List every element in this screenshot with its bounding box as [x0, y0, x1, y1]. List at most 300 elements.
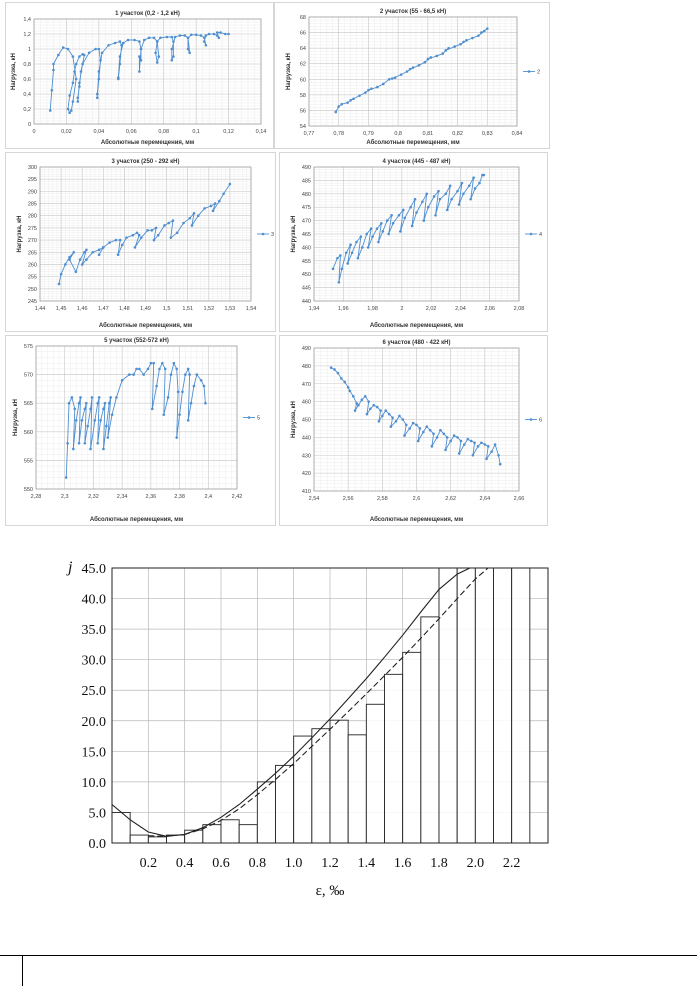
data-point: [469, 198, 472, 201]
data-point: [346, 101, 349, 104]
y-axis-label: Нагрузка, кН: [11, 52, 17, 91]
data-point: [158, 368, 161, 371]
data-point: [450, 198, 453, 201]
data-point: [402, 418, 405, 421]
y-axis-label: Нагрузка, кН: [291, 215, 297, 253]
data-point: [89, 448, 92, 451]
data-point: [346, 262, 349, 265]
data-point: [67, 108, 70, 111]
data-point: [72, 100, 75, 103]
y-tick-label: 66: [299, 30, 306, 37]
x-tick-label: 1,51: [182, 306, 194, 312]
data-point: [398, 415, 401, 418]
data-point: [78, 442, 81, 445]
data-point: [88, 51, 91, 54]
y-tick-label: 560: [23, 429, 33, 436]
data-point: [459, 43, 462, 46]
x-tick-label: 0,08: [158, 129, 170, 135]
data-point: [444, 193, 447, 196]
data-point: [425, 425, 428, 428]
data-point: [96, 442, 99, 445]
data-point: [122, 42, 125, 45]
data-point: [434, 214, 437, 217]
data-point: [111, 413, 114, 416]
data-point: [150, 362, 153, 365]
data-point: [449, 184, 452, 187]
y-tick-label: 480: [301, 191, 311, 198]
data-point: [155, 385, 158, 388]
data-point: [214, 202, 217, 205]
data-point: [86, 425, 89, 428]
data-point: [330, 366, 333, 369]
data-point: [372, 404, 375, 407]
data-point: [461, 182, 464, 185]
data-point: [376, 227, 379, 230]
y-tick-label: 410: [301, 489, 311, 495]
data-point: [164, 368, 167, 371]
x-tick-label: 1,52: [203, 306, 215, 312]
data-point: [75, 63, 78, 66]
y-tick-label: 300: [27, 165, 37, 171]
data-point: [354, 409, 357, 412]
histogram-bar: [257, 782, 275, 843]
data-point: [409, 68, 412, 71]
y-tick-label: 275: [27, 225, 37, 232]
data-point: [349, 390, 352, 393]
data-point: [133, 39, 136, 42]
series-line: [59, 184, 230, 284]
x-tick-label: 2,02: [425, 306, 437, 312]
data-point: [497, 454, 500, 457]
y-tick-label: 25.0: [81, 684, 106, 700]
y-tick-label: 570: [23, 372, 33, 379]
data-point: [436, 436, 439, 439]
x-tick-label: 1,44: [34, 306, 46, 312]
data-point: [472, 454, 475, 457]
data-point: [203, 36, 206, 39]
histogram-bar: [330, 720, 348, 843]
data-point: [343, 381, 346, 384]
y-tick-label: 440: [301, 435, 311, 442]
data-point: [85, 402, 88, 405]
data-point: [153, 239, 156, 242]
data-point: [224, 33, 227, 36]
data-point: [68, 111, 71, 114]
data-point: [381, 415, 384, 418]
data-point: [391, 77, 394, 80]
data-point: [427, 58, 430, 61]
data-point: [115, 396, 118, 399]
data-point: [468, 184, 471, 187]
data-point: [138, 234, 141, 237]
x-tick-label: 0,04: [93, 129, 105, 135]
x-axis-label: Абсолютные перемещения, мм: [369, 517, 464, 523]
data-point: [155, 227, 158, 230]
data-point: [453, 434, 456, 437]
x-axis-label: Абсолютные перемещения, мм: [89, 517, 184, 523]
data-point: [166, 36, 169, 39]
data-point: [140, 48, 143, 51]
chart-title: 6 участок (480 - 422 кН): [382, 340, 451, 346]
data-point: [435, 55, 438, 58]
x-tick-label: 2,54: [308, 496, 320, 502]
data-point: [399, 230, 402, 233]
data-point: [219, 31, 222, 34]
data-point: [366, 413, 369, 416]
data-point: [72, 251, 75, 254]
data-point: [480, 31, 483, 34]
data-point: [437, 190, 440, 193]
data-point: [403, 434, 406, 437]
y-tick-label: 465: [301, 232, 311, 238]
x-tick-label: 0.4: [175, 856, 194, 871]
data-point: [408, 427, 411, 430]
data-point: [197, 214, 200, 217]
y-tick-label: 485: [301, 178, 311, 185]
x-tick-label: 0,84: [511, 131, 523, 137]
data-point: [171, 36, 174, 39]
footer-tick: [22, 955, 23, 986]
data-point: [483, 174, 486, 177]
data-point: [425, 193, 428, 196]
data-point: [447, 47, 450, 50]
x-tick-label: 2,66: [513, 496, 525, 502]
y-tick-label: 470: [301, 381, 311, 388]
data-point: [424, 61, 427, 64]
y-tick-label: 270: [27, 238, 37, 245]
y-tick-label: 490: [301, 165, 311, 171]
data-point: [333, 368, 336, 371]
y-tick-label: 60: [299, 77, 306, 84]
data-point: [76, 100, 79, 103]
x-tick-label: 0,1: [192, 129, 200, 135]
data-point: [379, 409, 382, 412]
data-point: [212, 210, 215, 213]
y-tick-label: 40.0: [81, 592, 106, 608]
data-point: [429, 429, 432, 432]
data-point: [432, 433, 435, 436]
y-tick-label: 35.0: [81, 623, 106, 639]
histogram-bar: [403, 652, 421, 843]
data-point: [106, 436, 109, 439]
x-tick-label: 1.0: [284, 856, 303, 871]
data-point: [229, 183, 232, 186]
data-point: [72, 81, 75, 84]
x-tick-label: 1,46: [76, 306, 88, 312]
data-point: [490, 450, 493, 453]
data-point: [156, 61, 159, 64]
histogram-bar: [294, 736, 312, 843]
y-tick-label: 265: [27, 250, 37, 257]
data-point: [52, 69, 55, 72]
data-point: [478, 182, 481, 185]
data-point: [402, 209, 405, 212]
data-point: [409, 206, 412, 209]
data-point: [334, 111, 337, 114]
data-point: [142, 373, 145, 376]
data-point: [406, 70, 409, 73]
histogram-chart: [60, 548, 697, 904]
y-tick-label: 260: [27, 262, 37, 269]
data-point: [65, 476, 68, 479]
data-point: [332, 268, 335, 271]
data-point: [134, 246, 137, 249]
x-axis-label: Абсолютные перемещения, мм: [369, 323, 464, 329]
y-tick-label: 68: [299, 15, 306, 21]
data-point: [107, 44, 110, 47]
data-point: [386, 219, 389, 222]
data-point: [163, 224, 166, 227]
data-point: [339, 254, 342, 257]
y-tick-label: 490: [301, 346, 311, 352]
y-tick-label: 0: [27, 122, 31, 128]
histogram-bar: [239, 825, 257, 843]
data-point: [449, 440, 452, 443]
x-tick-label: 2,36: [145, 494, 157, 500]
histogram-bar: [457, 568, 475, 843]
y-tick-label: 1,4: [23, 17, 31, 23]
data-point: [171, 59, 174, 62]
x-tick-label: 2,4: [204, 494, 213, 500]
data-point: [486, 27, 489, 30]
data-point: [125, 236, 128, 239]
y-tick-label: 445: [301, 285, 311, 292]
data-point: [154, 51, 157, 54]
data-point: [117, 253, 120, 256]
data-point: [205, 44, 208, 47]
data-point: [203, 385, 206, 388]
data-point: [172, 40, 175, 43]
chart-title: 3 участок (250 - 292 кН): [111, 159, 180, 165]
data-point: [487, 445, 490, 448]
y-tick-label: 555: [23, 458, 33, 465]
data-point: [347, 386, 350, 389]
data-point: [473, 441, 476, 444]
data-point: [190, 402, 193, 405]
data-point: [380, 222, 383, 225]
data-point: [99, 59, 102, 62]
x-tick-label: 0,83: [481, 131, 493, 137]
x-tick-label: 2,06: [484, 306, 496, 312]
legend-marker: [528, 70, 531, 73]
data-point: [370, 227, 373, 230]
data-point: [191, 224, 194, 227]
data-point: [403, 217, 406, 220]
data-point: [480, 441, 483, 444]
data-point: [68, 94, 71, 97]
x-axis-label: Абсолютные перемещения, мм: [100, 140, 195, 146]
data-point: [109, 396, 112, 399]
data-point: [62, 46, 65, 49]
histogram-bar: [130, 835, 148, 843]
data-point: [458, 452, 461, 455]
data-point: [412, 422, 415, 425]
x-tick-label: 2,6: [412, 496, 421, 502]
x-tick-label: 0,02: [61, 129, 72, 135]
data-point: [99, 419, 102, 422]
data-point: [388, 413, 391, 416]
data-point: [378, 420, 381, 423]
legend-label: 3: [271, 232, 275, 238]
data-point: [382, 230, 385, 233]
data-point: [382, 83, 385, 86]
y-tick-label: 460: [301, 399, 311, 406]
data-point: [216, 34, 219, 37]
data-point: [203, 40, 206, 43]
data-point: [398, 214, 401, 217]
data-point: [175, 368, 178, 371]
data-point: [117, 76, 120, 79]
x-tick-label: 2,64: [479, 496, 491, 502]
data-point: [439, 198, 442, 201]
data-point: [89, 408, 92, 411]
chart-2-svg: [275, 3, 551, 150]
y-tick-label: 56: [299, 108, 306, 115]
y-tick-label: 255: [27, 274, 37, 281]
data-point: [183, 34, 186, 37]
data-point: [361, 246, 364, 249]
data-point: [400, 73, 403, 76]
data-point: [456, 190, 459, 193]
y-tick-label: 295: [27, 177, 37, 184]
x-tick-label: 1,54: [245, 306, 257, 312]
data-point: [76, 96, 79, 99]
y-axis-label: Нагрузка, кН: [286, 52, 292, 91]
x-tick-label: 0,06: [125, 129, 137, 135]
data-point: [64, 263, 67, 266]
y-tick-label: 0,8: [23, 62, 31, 68]
data-point: [444, 49, 447, 52]
y-tick-label: 5.0: [88, 806, 106, 822]
data-point: [115, 239, 118, 242]
x-tick-label: 1,96: [337, 306, 349, 312]
data-point: [458, 203, 461, 206]
data-point: [340, 103, 343, 106]
data-point: [135, 368, 138, 371]
data-point: [167, 396, 170, 399]
y-tick-label: 1,2: [23, 32, 31, 38]
data-point: [78, 402, 81, 405]
data-point: [422, 431, 425, 434]
y-tick-label: 0,2: [23, 107, 31, 113]
histogram-bar: [385, 674, 403, 843]
data-point: [337, 372, 340, 375]
data-point: [477, 34, 480, 37]
data-point: [390, 214, 393, 217]
chart-title: 1 участок (0,2 - 1,2 кН): [115, 11, 180, 17]
data-point: [430, 56, 433, 59]
histogram-bar: [512, 568, 530, 843]
y-tick-label: 64: [299, 46, 306, 53]
chart-4-svg: [280, 153, 549, 333]
data-point: [138, 368, 141, 371]
data-point: [57, 54, 60, 57]
x-tick-label: 0,8: [394, 131, 402, 137]
y-axis-label: j: [68, 559, 73, 576]
data-point: [355, 241, 358, 244]
data-point: [73, 70, 76, 73]
data-point: [367, 89, 370, 92]
data-point: [377, 241, 380, 244]
y-tick-label: 285: [27, 201, 37, 208]
y-tick-label: 460: [301, 245, 311, 252]
histogram-bar: [366, 704, 384, 843]
x-tick-label: 2.0: [466, 856, 485, 871]
data-point: [349, 99, 352, 102]
y-tick-label: 575: [23, 344, 33, 350]
data-point: [357, 257, 360, 260]
data-point: [208, 33, 211, 36]
x-tick-label: 0,14: [255, 129, 267, 135]
data-point: [227, 33, 230, 36]
data-point: [204, 402, 207, 405]
data-point: [78, 81, 81, 84]
data-point: [72, 55, 75, 58]
data-point: [179, 34, 182, 37]
data-point: [157, 234, 160, 237]
y-tick-label: 245: [27, 299, 37, 305]
legend-marker: [248, 416, 251, 419]
data-point: [384, 409, 387, 412]
x-tick-label: 2,28: [30, 494, 42, 500]
histogram-bar: [494, 568, 512, 843]
data-point: [433, 195, 436, 198]
histogram-bar: [439, 568, 457, 843]
data-point: [338, 281, 341, 284]
data-point: [181, 390, 184, 393]
data-point: [83, 54, 86, 57]
data-point: [170, 236, 173, 239]
chart-6-svg: [280, 336, 549, 527]
data-point: [78, 85, 81, 88]
data-point: [68, 258, 71, 261]
data-point: [391, 416, 394, 419]
data-point: [431, 445, 434, 448]
data-point: [71, 396, 74, 399]
data-point: [222, 193, 225, 196]
x-tick-label: 2,56: [342, 496, 354, 502]
data-point: [370, 87, 373, 90]
chart-panel-6: [279, 335, 548, 526]
data-point: [418, 64, 421, 67]
x-tick-label: 2,08: [513, 306, 525, 312]
y-tick-label: 290: [27, 189, 37, 196]
x-axis-label: Абсолютные перемещения, мм: [366, 140, 460, 146]
data-point: [128, 373, 131, 376]
data-point: [98, 253, 101, 256]
y-tick-label: 30.0: [81, 653, 106, 669]
data-point: [68, 256, 71, 259]
data-point: [462, 41, 465, 44]
y-tick-label: 440: [301, 299, 311, 305]
data-point: [184, 373, 187, 376]
data-point: [213, 33, 216, 36]
data-point: [364, 395, 367, 398]
x-tick-label: 2: [400, 306, 404, 312]
data-point: [52, 63, 55, 66]
data-point: [151, 408, 154, 411]
x-tick-label: 1.2: [321, 856, 339, 871]
data-point: [146, 229, 149, 232]
data-point: [182, 222, 185, 225]
chart-title: 4 участок (445 - 487 кН): [382, 159, 451, 165]
x-tick-label: 0,82: [452, 131, 463, 137]
data-point: [153, 36, 156, 39]
y-axis-label: Нагрузка, кН: [13, 398, 19, 437]
data-point: [367, 400, 370, 403]
data-point: [73, 408, 76, 411]
legend-label: 5: [257, 415, 261, 422]
